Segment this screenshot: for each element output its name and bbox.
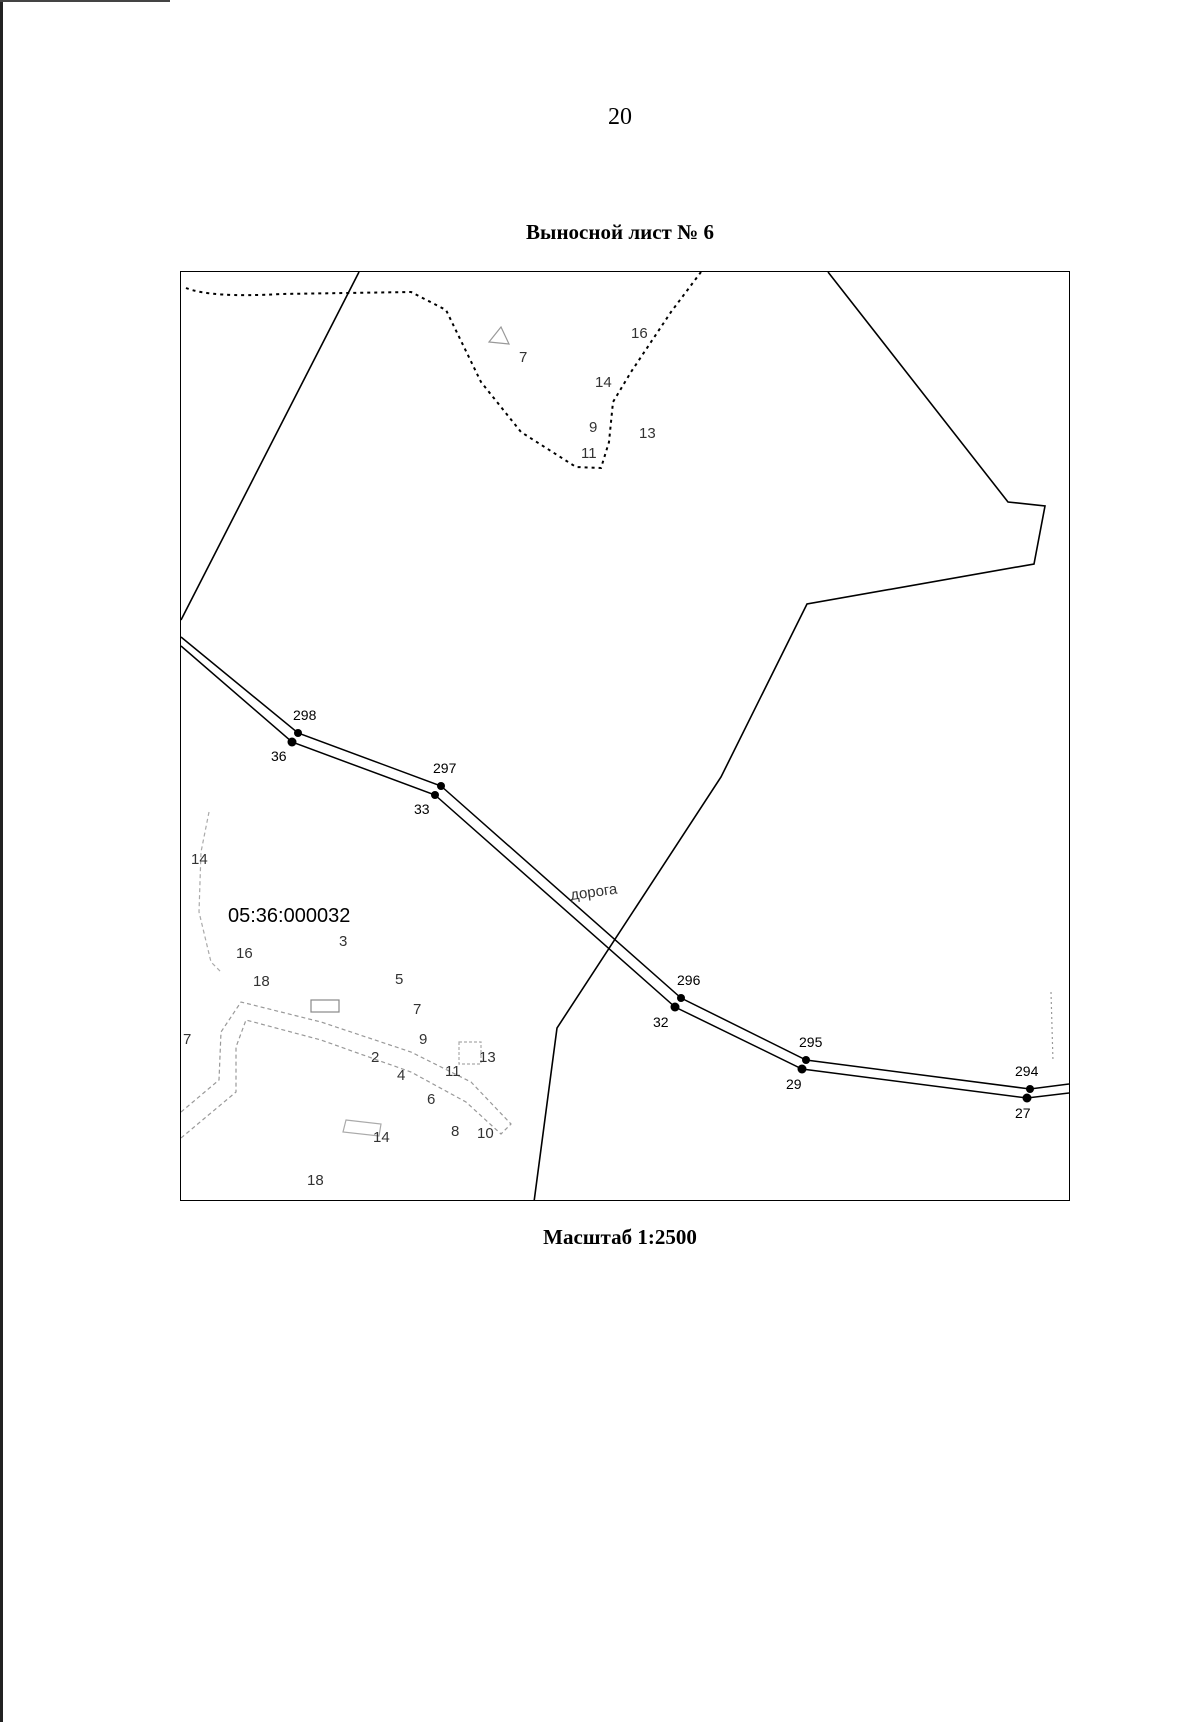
sheet-title: Выносной лист № 6 <box>526 220 714 244</box>
vertex-298 <box>294 729 302 737</box>
vertex-label: 36 <box>271 748 287 764</box>
house-number: 8 <box>451 1123 460 1140</box>
house-number: 14 <box>373 1129 390 1146</box>
house-number: 4 <box>397 1067 406 1084</box>
vertex-295 <box>802 1056 810 1064</box>
house-number: 3 <box>339 933 348 950</box>
house-number: 14 <box>595 374 612 391</box>
page-number: 20 <box>608 104 632 130</box>
vertex-296 <box>677 994 685 1002</box>
vertex-32 <box>671 1003 680 1012</box>
vertex-label: 27 <box>1015 1105 1031 1121</box>
map-frame <box>180 271 1070 1201</box>
house-number: 10 <box>477 1125 494 1142</box>
house-number: 18 <box>253 973 270 990</box>
vertex-label: 295 <box>799 1034 823 1050</box>
house-number: 13 <box>639 425 656 442</box>
vertex-label: 33 <box>414 801 430 817</box>
house-number: 16 <box>631 325 648 342</box>
house-number: 14 <box>191 851 208 868</box>
vertex-label: 29 <box>786 1076 802 1092</box>
building-outline <box>459 1042 481 1064</box>
vertex-label: 296 <box>677 972 701 988</box>
house-number: 9 <box>419 1031 428 1048</box>
building-outline <box>489 327 509 344</box>
road-outline <box>181 1002 511 1138</box>
house-number: 11 <box>581 445 597 462</box>
scale-label: Масштаб 1:2500 <box>543 1225 697 1249</box>
house-number: 9 <box>589 419 598 436</box>
zone-boundary-west <box>181 272 359 620</box>
road-label: дорога <box>569 880 619 904</box>
corridor-north-edge <box>181 637 1069 1089</box>
house-number: 13 <box>479 1049 496 1066</box>
vertex-label: 294 <box>1015 1063 1039 1079</box>
scan-edge <box>0 0 3 1722</box>
vertex-points <box>288 729 1035 1103</box>
house-number: 7 <box>413 1001 422 1018</box>
vertex-label: 32 <box>653 1014 669 1030</box>
house-number: 7 <box>519 349 528 366</box>
settlement-boundary <box>186 272 701 468</box>
cadastral-number: 05:36:000032 <box>228 905 351 927</box>
vertex-label: 298 <box>293 707 317 723</box>
map-canvas <box>181 272 1069 1200</box>
house-number: 7 <box>183 1031 192 1048</box>
house-number: 5 <box>395 971 404 988</box>
zone-boundary-east <box>534 272 1045 1200</box>
vertex-297 <box>437 782 445 790</box>
scan-edge-top <box>0 0 170 2</box>
edge-mark <box>1051 992 1053 1062</box>
house-number: 6 <box>427 1091 436 1108</box>
house-number: 18 <box>307 1172 324 1189</box>
vertex-294 <box>1026 1085 1034 1093</box>
house-number: 16 <box>236 945 253 962</box>
vertex-36 <box>288 738 297 747</box>
building-outline <box>311 1000 339 1012</box>
house-number: 2 <box>371 1049 380 1066</box>
house-number: 11 <box>445 1063 461 1080</box>
vertex-33 <box>431 791 439 799</box>
vertex-27 <box>1023 1094 1032 1103</box>
road-outline-west <box>199 812 221 972</box>
vertex-29 <box>798 1065 807 1074</box>
vertex-label: 297 <box>433 760 457 776</box>
